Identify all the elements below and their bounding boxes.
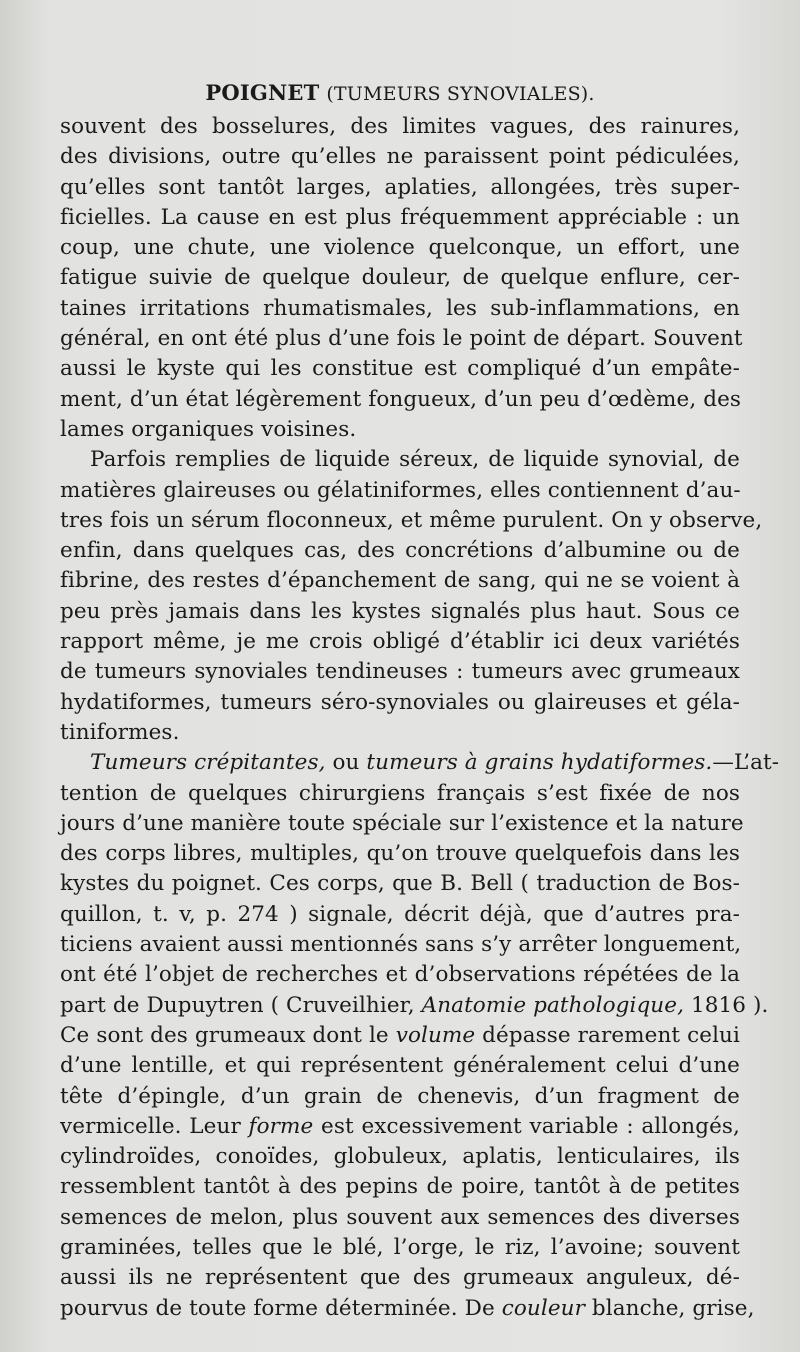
text-segment: ficielles. La cause en est plus fréquemment appréciable : un bbox=[60, 204, 740, 230]
text-line bbox=[60, 839, 740, 869]
text-segment: tention de quelques chirurgiens français s’est fixée de nos bbox=[60, 780, 740, 806]
text-segment: des divisions, outre qu’elles ne paraissent point pédiculées, bbox=[60, 144, 740, 170]
italic-text: Anatomie pathologique, bbox=[421, 992, 685, 1018]
text-segment: cylindroïdes, conoïdes, globuleux, aplatis, lenticulaires, ils bbox=[60, 1144, 740, 1170]
text-segment: quillon, t. v, p. 274 ) signale, décrit déjà, que d’autres pra- bbox=[60, 901, 740, 927]
text-line bbox=[60, 1263, 740, 1293]
text-segment: général, en ont été plus d’une fois le point de départ. Souvent bbox=[60, 326, 743, 352]
text-line bbox=[60, 597, 740, 627]
text-line bbox=[60, 657, 740, 687]
text-line bbox=[60, 1051, 740, 1081]
text-segment: fatigue suivie de quelque douleur, de quelque enflure, cer- bbox=[60, 265, 740, 291]
text-line bbox=[60, 385, 740, 415]
text-line bbox=[60, 233, 740, 263]
text-segment: hydatiformes, tumeurs séro-synoviales ou glaireuses et géla- bbox=[60, 689, 740, 715]
text-segment: semences de melon, plus souvent aux semences des diverses bbox=[60, 1204, 740, 1230]
text-line bbox=[60, 294, 740, 324]
text-line bbox=[60, 173, 740, 203]
body-text bbox=[60, 112, 780, 1324]
text-line bbox=[60, 1172, 740, 1202]
italic-text: Tumeurs crépitantes, bbox=[90, 750, 333, 776]
text-line bbox=[60, 930, 740, 960]
header-subtitle: (TUMEURS SYNOVIALES). bbox=[326, 83, 595, 105]
text-segment: ment, d’un état légèrement fongueux, d’un peu d’œdème, des bbox=[60, 386, 742, 412]
text-segment: enfin, dans quelques cas, des concrétions d’albumine ou de bbox=[60, 538, 740, 564]
text-line bbox=[60, 142, 740, 172]
text-segment: aussi le kyste qui les constitue est compliqué d’un empâte- bbox=[60, 356, 740, 382]
text-line bbox=[60, 1203, 740, 1233]
text-segment: Ce sont des grumeaux dont le bbox=[60, 1022, 396, 1048]
text-line bbox=[60, 991, 769, 1021]
text-line bbox=[60, 1021, 740, 1051]
italic-text: forme bbox=[248, 1113, 314, 1139]
text-line bbox=[60, 506, 763, 536]
text-line bbox=[60, 1294, 755, 1324]
text-line bbox=[60, 748, 780, 778]
text-line bbox=[60, 415, 740, 445]
text-line bbox=[60, 203, 740, 233]
text-line bbox=[60, 869, 740, 899]
text-line bbox=[60, 1112, 740, 1142]
text-line bbox=[60, 779, 740, 809]
text-segment: coup, une chute, une violence quelconque, un effort, une bbox=[60, 235, 740, 261]
text-segment: jours d’une manière toute spéciale sur l’existence et la nature bbox=[60, 810, 744, 836]
text-segment: blanche, grise, bbox=[584, 1295, 755, 1321]
text-segment: matières glaireuses ou gélatiniformes, elles contiennent d’au- bbox=[60, 477, 741, 503]
text-segment: pourvus de toute forme déterminée. De bbox=[60, 1295, 502, 1321]
italic-text: tumeurs à grains hydatiformes. bbox=[366, 750, 713, 776]
text-line bbox=[60, 112, 740, 142]
italic-text: couleur bbox=[501, 1295, 585, 1321]
text-line bbox=[60, 809, 744, 839]
text-segment: aussi ils ne représentent que des grumeaux anguleux, dé- bbox=[60, 1265, 740, 1291]
text-segment: rapport même, je me crois obligé d’établir ici deux variétés bbox=[60, 629, 740, 655]
text-line bbox=[60, 1082, 740, 1112]
text-line bbox=[60, 566, 740, 596]
text-segment: tres fois un sérum floconneux, et même purulent. On y observe, bbox=[60, 507, 763, 533]
text-line bbox=[60, 627, 740, 657]
text-segment: peu près jamais dans les kystes signalés plus haut. Sous ce bbox=[60, 598, 740, 624]
text-line bbox=[60, 900, 740, 930]
text-segment: de tumeurs synoviales tendineuses : tumeurs avec grumeaux bbox=[60, 659, 740, 685]
text-line bbox=[60, 324, 743, 354]
text-segment: ou bbox=[332, 750, 367, 776]
text-segment: des corps libres, multiples, qu’on trouve quelquefois dans les bbox=[60, 841, 740, 867]
text-segment: souvent des bosselures, des limites vagues, des rainures, bbox=[60, 114, 740, 139]
text-segment: taines irritations rhumatismales, les sub-inflammations, en bbox=[60, 295, 740, 321]
text-segment: part de Dupuytren ( Cruveilhier, bbox=[60, 992, 422, 1018]
text-segment: vermicelle. Leur bbox=[60, 1113, 249, 1139]
text-segment: 1816 ). bbox=[684, 992, 769, 1018]
text-line bbox=[60, 476, 740, 506]
text-segment: lames organiques voisines. bbox=[60, 416, 357, 442]
text-segment: fibrine, des restes d’épanchement de sang, qui ne se voient à bbox=[60, 568, 740, 594]
text-line bbox=[60, 1233, 740, 1263]
text-line bbox=[60, 445, 740, 475]
text-line bbox=[60, 263, 740, 293]
text-segment: tête d’épingle, d’un grain de chenevis, d’un fragment de bbox=[60, 1083, 740, 1109]
text-segment: d’une lentille, et qui représentent généralement celui d’une bbox=[60, 1053, 740, 1079]
text-segment: est excessivement variable : allongés, bbox=[313, 1113, 740, 1139]
text-line bbox=[60, 960, 740, 990]
text-segment: —L’at- bbox=[712, 750, 780, 776]
text-line bbox=[60, 688, 740, 718]
text-segment: qu’elles sont tantôt larges, aplaties, allongées, très super- bbox=[60, 174, 740, 200]
text-line bbox=[60, 536, 740, 566]
text-segment: tiniformes. bbox=[60, 719, 180, 745]
text-line bbox=[60, 354, 740, 384]
text-segment: Parfois remplies de liquide séreux, de liquide synovial, de bbox=[90, 447, 740, 473]
text-segment: ticiens avaient aussi mentionnés sans s’y arrêter longuement, bbox=[60, 932, 742, 958]
text-segment: kystes du poignet. Ces corps, que B. Bell ( traduction de Bos- bbox=[60, 871, 740, 897]
text-line bbox=[60, 718, 740, 748]
text-segment: ont été l’objet de recherches et d’observations répétées de la bbox=[60, 962, 740, 988]
header-title: POIGNET bbox=[205, 80, 320, 105]
text-line bbox=[60, 1142, 740, 1172]
text-segment: ressemblent tantôt à des pepins de poire, tantôt à de petites bbox=[60, 1174, 740, 1200]
text-segment: dépasse rarement celui bbox=[475, 1022, 740, 1048]
running-header bbox=[0, 80, 800, 107]
text-segment: graminées, telles que le blé, l’orge, le riz, l’avoine; souvent bbox=[60, 1234, 740, 1260]
italic-text: volume bbox=[395, 1022, 476, 1048]
